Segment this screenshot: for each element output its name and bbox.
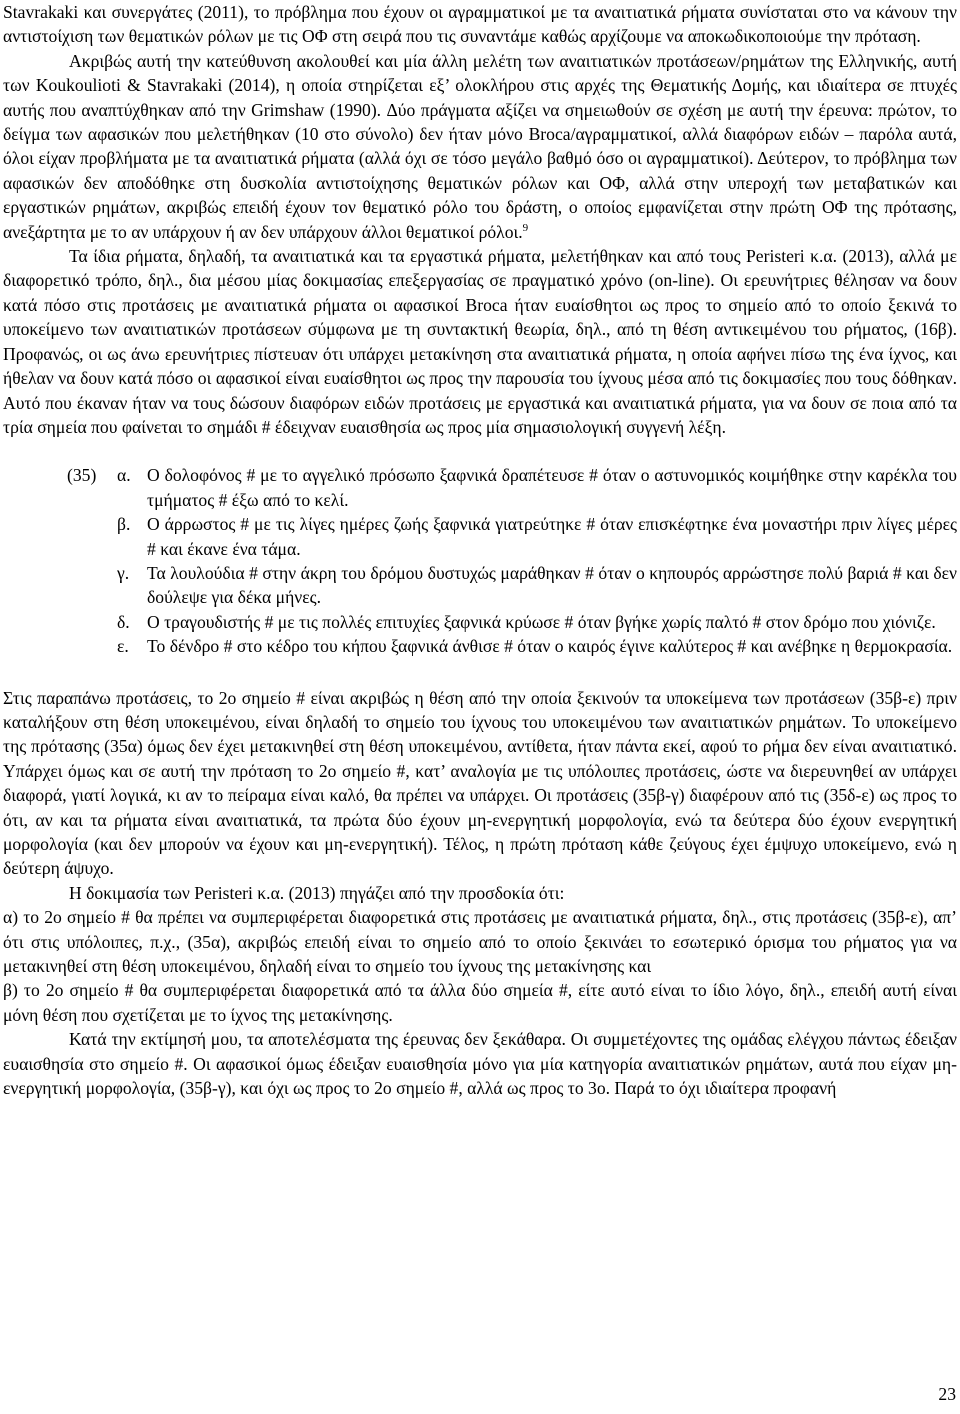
example-item-letter: β. [117, 514, 131, 535]
example-item [117, 610, 957, 634]
example-item-letter: α. [117, 465, 131, 486]
example-item-text: Ο τραγουδιστής # με τις πολλές επιτυχίες ξαφνικά κρύωσε # όταν βγήκε χωρίς παλτό # στον δρόμο που χιόνιζε. [147, 611, 936, 632]
paragraph-text: Ακριβώς αυτή την κατεύθυνση ακολουθεί και μία άλλη μελέτη των αναιτιατικών προτάσεων/ρημάτων της Ελληνικής, αυτή των Koukoulioti & Stavrakaki (2014), η οποία στηρίζεται εξ’ ολοκλήρου στις αρχές της Θεματικής Δομής, και ιδιαίτερα σε πτυχές αυτής που αναπτύχθηκαν από την Grimshaw (1990). Δύο πράγματα αξίζει να σημειωθούν σε σχέση με αυτή την έρευνα: πρώτον, το δείγμα των αφασικών που μελετήθηκαν (10 στο σύνολο) δεν ήταν μόνο Broca/αγραμματικοί, αλλά διαφόρων ειδών – παρόλα αυτά, όλοι είχαν προβλήματα με τα αναιτιατικά ρήματα (αλλά όχι σε τόσο μεγάλο βαθμό όσο οι αγραμματικοί). Δεύτερον, το πρόβλημα των αφασικών δεν αποδόθηκε στη δυσκολία αντιστοίχησης θεματικών ρόλων και ΟΦ, αλλά στην υπεροχή των μεταβατικών και εργαστικών ρημάτων, ακριβώς επειδή έχουν τον θεματικό ρόλο του δράστη, ο οποίος εμφανίζεται στην πρώτη ΟΦ της πρότασης, ανεξάρτητα με το αν υπάρχουν ή αν δεν υπάρχουν άλλοι θεματικοί ρόλοι. [3, 50, 957, 242]
example-item-letter: γ. [117, 562, 130, 583]
example-items [117, 463, 957, 658]
example-item-text: Ο δολοφόνος # με το αγγελικό πρόσωπο ξαφνικά δραπέτευσε # όταν ο αστυνομικός κοιμήθηκε στην καρέκλα του τμήματος # έξω από το κελί. [147, 465, 957, 510]
example-item-letter: ε. [117, 636, 129, 657]
body-text-bottom [3, 686, 957, 1101]
example-item-text: Το δένδρο # στο κέδρο του κήπου ξαφνικά άνθισε # όταν ο καιρός έγινε καλύτερος # και ανέβηκε η θερμοκρασία. [147, 636, 953, 657]
example-item [117, 512, 957, 561]
example-item [117, 634, 957, 658]
body-text-top [3, 0, 957, 439]
example-item [117, 561, 957, 610]
footnote-marker[interactable]: 9 [522, 221, 529, 234]
example-block [3, 463, 957, 658]
paragraph: Τα ίδια ρήματα, δηλαδή, τα αναιτιατικά και τα εργαστικά ρήματα, μελετήθηκαν και από τους Peristeri κ.α. (2013), αλλά με διαφορετικό τρόπο, δηλ., δια μέσου μίας δοκιμασίας επεξεργασίας σε πραγματικό χρόνο (on-line). Οι ερευνήτριες θέλησαν να δουν κατά πόσο στις προτάσεις με αναιτιατικά ρήματα οι αφασικοί Broca ήταν ευαίσθητοι ως προς το σημείο από το οποίο ξεκινά το υποκείμενο των αναιτιατικών προτάσεων σύμφωνα με τη συντακτική θεωρία, δηλ., από τη θέση αντικειμένου του ρήματος, (16β). Προφανώς, οι ως άνω ερευνήτριες πίστευαν ότι υπάρχει μετακίνηση στα αναιτιατικά ρήματα, η οποία αφήνει πίσω της ένα ίχνος, και ήθελαν να δουν κατά πόσο οι αφασικοί είναι ευαίσθητοι ως προς την παρουσία του ίχνους μέσα από τις δοκιμασίες που τους δόθηκαν. Αυτό που έκαναν ήταν να τους δώσουν διαφόρων ειδών προτάσεις με εργαστικά και αναιτιατικά ρήματα, για να δουν σε ποια από τα τρία σημεία που φαίνεται το σημάδι # έδειχναν ευαισθησία ως προς μία σημασιολογική συγγενή λέξη. [3, 246, 957, 437]
example-item-text: Τα λουλούδια # στην άκρη του δρόμου δυστυχώς μαράθηκαν # όταν ο κηπουρός αρρώστησε πολύ βαριά # και δεν δούλεψε για δέκα μήνες. [147, 562, 957, 608]
paragraph: Η δοκιμασία των Peristeri κ.α. (2013) πηγάζει από την προσδοκία ότι: [69, 882, 565, 903]
page-number: 23 [938, 1383, 956, 1404]
paragraph: α) το 2ο σημείο # θα πρέπει να συμπεριφέρεται διαφορετικά στις προτάσεις με αναιτιατικά ρήματα, δηλ., στις προτάσεις (35β-ε), απ’ ότι στις υπόλοιπες, π.χ., (35α), ακριβώς επειδή είναι το σημείο από το οποίο ξεκινάει το εσωτερικό όρισμα του ρήματος για να μετακινηθεί στη θέση υποκειμένου, δηλαδή είναι το σημείο του ίχνους της μετακίνησης και [3, 907, 957, 977]
paragraph [3, 49, 957, 244]
paragraph: Stavrakaki και συνεργάτες (2011), το πρόβλημα που έχουν οι αγραμματικοί με τα αναιτιατικά ρήματα συνίσταται στο να κάνουν την αντιστοίχιση των θεματικών ρόλων με τις ΟΦ στη σειρά που τις συναντάμε καθώς αρχίζουμε να αποκωδικοποιούμε την πρόταση. [3, 2, 957, 47]
example-item-text: Ο άρρωστος # με τις λίγες ημέρες ζωής ξαφνικά γιατρεύτηκε # όταν επισκέφτηκε ένα μοναστήρι πριν λίγες μέρες # και έκανε ένα τάμα. [147, 514, 957, 559]
example-number: (35) [67, 465, 97, 486]
paragraph: Κατά την εκτίμησή μου, τα αποτελέσματα της έρευνας δεν ξεκάθαρα. Οι συμμετέχοντες της ομάδας ελέγχου πάντως έδειξαν ευαισθησία στο σημείο #. Οι αφασικοί όμως έδειξαν ευαισθησία μόνο για μία κατηγορία αναιτιατικών ρημάτων, αυτά που είχαν μη-ενεργητική μορφολογία, (35β-γ), και όχι ως προς το 2ο σημείο #, αλλά ως προς το 3ο. Παρά το όχι ιδιαίτερα προφανή [3, 1029, 957, 1099]
example-item-letter: δ. [117, 611, 130, 632]
paragraph: Στις παραπάνω προτάσεις, το 2ο σημείο # είναι ακριβώς η θέση από την οποία ξεκινούν τα υποκείμενα των προτάσεων (35β-ε) πριν καταλήξουν στη θέση υποκειμένου, είναι δηλαδή το σημείο του ίχνους του υποκειμένου των αναιτιατικών ρημάτων. Το υποκείμενο της πρότασης (35α) όμως δεν έχει μετακινηθεί στη θέση υποκειμένου, αντίθετα, ήταν πάντα εκεί, αφού το ρήμα δεν είναι αναιτιατικό. Υπάρχει όμως και σε αυτή την πρόταση το 2ο σημείο #, κατ’ αναλογία με τις υπόλοιπες προτάσεις, ώστε να διερευνηθεί αν υπάρχει διαφορά, γιατί λογικά, κι αν το πείραμα είναι καλό, θα πρέπει να υπάρχει. Οι προτάσεις (35β-γ) διαφέρουν από τις (35δ-ε) ως προς το ότι, αν και τα ρήματα είναι αναιτιατικά, τα πρώτα δύο έχουν μη-ενεργητική μορφολογία, ενώ τα δεύτερα δύο έχουν ενεργητική μορφολογία (και δεν μπορούν να έχουν και μη-ενεργητική). Τέλος, η πρώτη πρόταση κάθε ζεύγους έχει έμψυχο υποκείμενο, ενώ η δεύτερη άψυχο. [3, 687, 957, 879]
example-item [117, 463, 957, 512]
paragraph: β) το 2ο σημείο # θα συμπεριφέρεται διαφορετικά από τα άλλα δύο σημεία #, είτε αυτό είναι το ίδιο λόγο, δηλ., επειδή αυτή είναι μόνη θέση που σχετίζεται με το ίχνος της μετακίνησης. [3, 980, 957, 1025]
